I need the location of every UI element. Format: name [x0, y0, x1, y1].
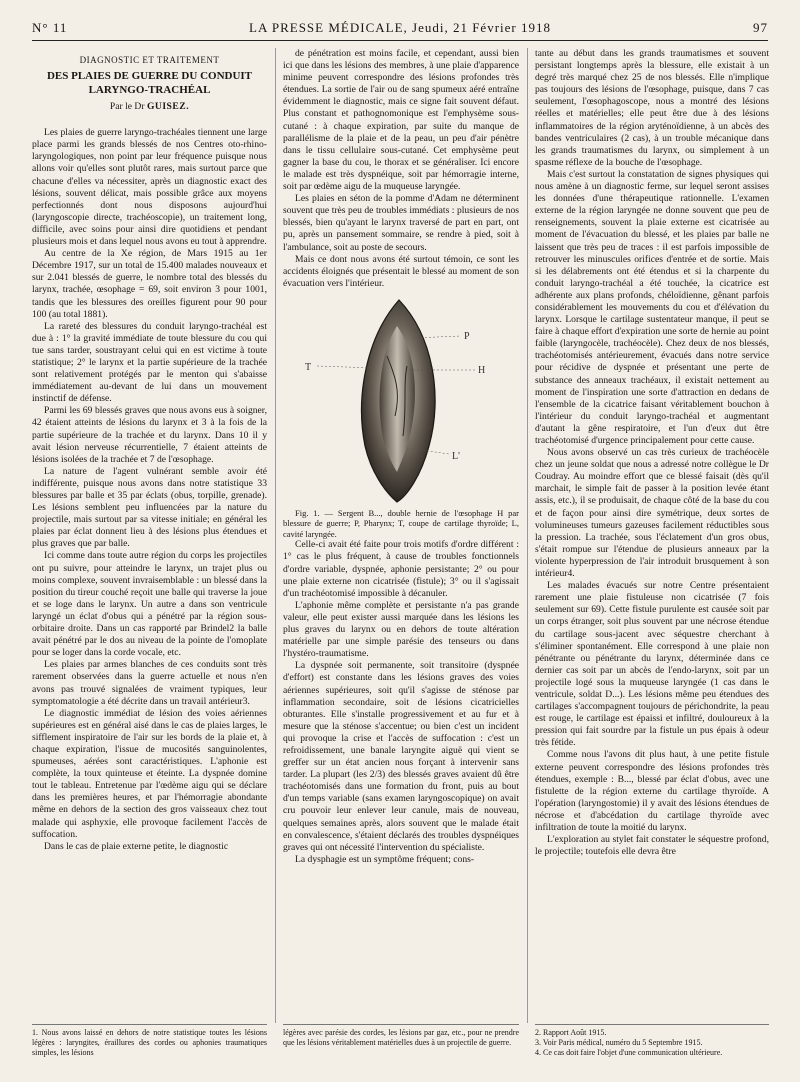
footnote-rule — [283, 1024, 519, 1025]
article-title-block — [32, 54, 267, 113]
issue-number: N° 11 — [32, 20, 68, 35]
esophagus-specimen-illustration — [283, 296, 519, 506]
paragraph: La rareté des blessures du conduit laryngo-trachéal est due à : 1° la gravité immédiate de toute blessure du cou qui tue sans tarder, soustrayant celui qui en est victime à toute statistique; 2° le larynx et la partie supérieure de la trachée sont relativement protégés par le menton qui s'abaisse immédiatement au-devant de lui dans un mouvement instinctif de défense. — [32, 320, 267, 405]
paragraph: L'aphonie même complète et persistante n'a pas grande valeur, elle peut exister aussi marquée dans les lésions les plus graves du larynx ou en dehors de toute altération matérielle par une simple parésie des tenseurs ou dans l'hystéro-traumatisme. — [283, 599, 519, 660]
footnotes-col3 — [535, 1028, 769, 1058]
footnote-1-continued: légères avec parésie des cordes, les lésions par gaz, etc., pour ne prendre que les lésions véritablement matérielles dues à un projectile de guerre. — [283, 1028, 519, 1047]
footnote-rule — [32, 1024, 267, 1025]
column-3 — [535, 48, 769, 858]
figure-1 — [283, 296, 519, 506]
label-laryngeal-cavity: L' — [452, 450, 460, 462]
paragraph: Parmi les 69 blessés graves que nous avons eus à soigner, 42 étaient atteints de lésions du larynx et 3 à la fois de la partie supérieure de la trachée et du larynx. Dans 10 il y avait lésion nerveuse récurrentielle, 7 étaient atteints de lésions isolées de la trachée et 7 de l'œsophage. — [32, 405, 267, 465]
paragraph: Mais ce dont nous avons été surtout témoin, ce sont les accidents éloignés que présentait le blessé au moment de son évacuation vers l'intérieur. — [283, 253, 519, 289]
paragraph: Les plaies en séton de la pomme d'Adam ne déterminent souvent que très peu de troubles immédiats : plusieurs de nos blessés, bien qu'ayant le larynx traversé de part en part, ont pu, après un pansement sommaire, se rendre à pied, soit à l'ambulance, soit au poste de secours. — [283, 193, 519, 253]
paragraph: Ici comme dans toute autre région du corps les projectiles ont pu suivre, pour atteindre le larynx, un trajet plus ou moins complexe, souvent invraisemblable : un blessé dans la position du tireur couché reçoit une balle qui traverse la joue et se loge dans le larynx. Un autre a dans son ventricule laryngé un éclat d'obus qui a pénétré par la région sous-orbitaire droite. Dans un cas rapporté par Brindel2 la balle avait pénétré par le dos au niveau de la pointe de l'omoplate pour se loger dans la corde vocale, etc. — [32, 550, 267, 659]
label-pharynx: P — [464, 330, 470, 342]
article-overline: DIAGNOSTIC ET TRAITEMENT — [79, 55, 220, 65]
paragraph: Comme nous l'avons dit plus haut, à une petite fistule externe peuvent correspondre des lésions profondes très étendues, exemple : B..., blessé par éclat d'obus, avec une fistulette de la région externe du cartilage thyroïde. A l'opération (laryngostomie) il y avait des lésions étendues de nécrose et d'abcédation du cartilage thyroïde avec infiltration de toute la moitié du larynx. — [535, 749, 769, 833]
footnote-1: 1. Nous avons laissé en dehors de notre statistique toutes les lésions légères : laryngites, éraillures des cordes ou aphonies traumatiques simples, les lésions — [32, 1028, 267, 1057]
column-1 — [32, 48, 267, 853]
label-hernia: H — [478, 364, 486, 376]
paragraph: Le diagnostic immédiat de lésion des voies aériennes supérieures est en général aisé dans le cas de plaies larges, le sifflement inspiratoire de l'air sur les bords de la plaie et, à chaque expiration, l'issue de mucosités sanguinolentes, spumeuses, aérées sont caractéristiques. L'aphonie est complète, la toux quinteuse et éteinte. La dyspnée domine tout le tableau. Entretenue par l'œdème aigu qui se déclare dans les premières heures, et par l'hémorragie abondante même en dehors de la section des gros vaisseaux chez tout malade qui asphyxie, elle provoque facilement l'accès de suffocation. — [32, 707, 267, 840]
paragraph: Mais c'est surtout la constatation de signes physiques qui nous amène à un diagnostic ferme, sur lequel seront assises les données d'une thérapeutique rationnelle. L'examen externe de la région laryngée ne donne souvent que peu de renseignements, souvent la plaie externe est cicatrisée au moment de l'évacuation du blessé, et les plaies par balle ne laissent que très peu de traces : il est parfois impossible de retrouver les minuscules orifices d'entrée et de sortie. Mais si les délabrements ont été étendus et si la charpente du conduit laryngo-trachéal a été touchée, la cicatrice est adhérente aux plans profonds, chéloïdienne, gênant parfois considérablement les mouvements du cou et d'élévation du larynx. Lorsque le cartilage sustentateur manque, il peut se faire à chaque effort d'expiration une sorte de hernie au point faible (laryngocèle, trachéocèle). Chez deux de nos blessés, trachéotomisés antérieurement, évacués dans notre service pour récidive de dyspnée et présentant une perte de substance des anneaux trachéaux, il existait nettement au moment de l'inspiration une sorte d'attraction en dedans de l'ensemble de la cicatrice faisant véritablement bouchon à l'intérieur du conduit laryngo-trachéal et augmentant d'autant la gêne respiratoire, et l'un d'eux dut être trachéotomisé d'urgence principalement pour cette cause. — [535, 168, 769, 446]
label-thyroid-cartilage: T — [305, 361, 312, 373]
column-2 — [283, 48, 519, 866]
header-rule — [32, 40, 768, 41]
footnote-3: 3. Voir Paris médical, numéro du 5 Septembre 1915. — [535, 1038, 703, 1047]
paragraph: Les plaies par armes blanches de ces conduits sont très rarement observées dans la guerre actuelle et nous n'en avons pas trouvé signalées de vraiment typiques, leur symptomatologie a été décrite dans un travail antérieur3. — [32, 659, 267, 707]
paragraph: Les malades évacués sur notre Centre présentaient rarement une plaie fistuleuse non cicatrisée (7 fois seulement sur 69). Cette fistule purulente est causée soit par un corps étranger, soit plus souvent par une nécrose étendue du cartilage sous-jacent avec séquestre cherchant à s'éliminer spontanément. Elle correspond à une plaie non pénétrante ou pénétrante du larynx, déterminée dans ce dernier cas soit par un abcès de l'endo-larynx, soit par un projectile logé sous la muqueuse laryngée (1 cas dans le ventricule, soldat D...). Les lésions même peu étendues des cartilages s'accompagnent toujours de périchondrite, la peau est rouge, le cartilage est épaissi et infiltré, douloureux à la pression qui fait sourdre par la fistule un pus épais à odeur très fétide. — [535, 580, 769, 749]
paragraph: L'exploration au stylet fait constater le séquestre profond, le projectile; toutefois elle devra être — [535, 834, 769, 858]
paragraph: La nature de l'agent vulnérant semble avoir été indifférente, puisque nous avons dans notre statistique 33 blessures par balle et 35 par éclats (obus, torpille, grenade). Les lésions semblent peu influencées par la nature du projectile, mais surtout par sa vitesse initiale; en général les plaies par éclat donnent lieu à des lésions plus étendues et plus graves que par balle. — [32, 465, 267, 550]
page-number: 97 — [753, 20, 768, 35]
paragraph: Dans le cas de plaie externe petite, le diagnostic — [44, 840, 229, 852]
column-divider — [527, 48, 528, 1023]
footnote-rule — [535, 1024, 769, 1025]
paragraph: Celle-ci avait été faite pour trois motifs d'ordre différent : 1° cas le plus fréquent, à cause de troubles fonctionnels d'ordre variable, dyspnée, aphonie persistante; 2° ou pour une plaie externe non cicatrisée (fistule); 3° ou il s'agissait d'un trachéotomisé impossible à décanuler. — [283, 539, 519, 599]
article-author: Par le Dr GUISEZ. — [109, 101, 190, 113]
paragraph: Au centre de la Xe région, de Mars 1915 au 1er Décembre 1917, sur un total de 15.400 malades nouveaux et sur 2.041 blessés de guerre, le nombre total des blessés du larynx, trachée, œsophage = 69, soit environ 3 pour 1001, tandis que les blessures des oreilles figurent pour 90 pour 100 (au total 1881). — [32, 248, 267, 320]
paragraph: Les plaies de guerre laryngo-trachéales tiennent une large place parmi les grands blessés de nos Centres oto-rhino-laryngologiques, non point par leur fréquence puisque nous allons voir qu'elles sont plutôt rares, mais surtout parce que chacune d'elles va nécessiter, après un diagnostic exact des lésions, souvent délicat, mais possible grâce aux moyens perfectionnés dont nous disposons aujourd'hui (laryngoscopie directe, trachéoscopie), un traitement long, difficile, avec soins pour ainsi dire quotidiens et pendant plusieurs mois et dans lequel nous avons eu tout à apprendre. — [32, 127, 267, 248]
paragraph: La dyspnée soit permanente, soit transitoire (dyspnée d'effort) est constante dans les lésions graves des voies aériennes supérieures, soit qu'il s'agisse de sténose par inflammation secondaire, soit de lésions cicatricielles obturantes. Elle s'installe progressivement et au fur et à mesure que la sténose s'accentue; ou bien c'est un incident qui provoque la crise et l'accès de suffocation : c'est un refroidissement, une banale laryngite aiguë qui vient se greffer sur un état ancien nous forçant à intervenir sans tarder. La plupart (les 2/3) des blessés graves avaient dû être trachéotomisés dans une formation du front, puis au bout d'un temps variable (sans examen laryngoscopique) on avait cru pouvoir leur enlever leur canule, mais de nouveau, quelques semaines après, alors souvent que le malade était en convalescence, s'étaient déclarés des troubles dyspnéiques graves qui ont nécessité l'intervention du spécialiste. — [283, 660, 519, 853]
author-name: GUISEZ. — [146, 101, 190, 113]
paragraph: de pénétration est moins facile, et cependant, aussi bien ici que dans les lésions des membres, à une plaie d'apparence minime peuvent correspondre des lésions profondes très étendues. La sortie de l'air ou de sang spumeux aéré entraîne évidemment le diagnostic, mais ce signe fait souvent défaut. Plus constant et pathognomonique est l'emphysème sous-cutané : à chaque expiration, par suite du manque de parallélisme de la plaie et de la peau, un peu d'air pénètre dans le tissu cellulaire sous-cutané. Cet emphysème peut gagner la base du cou, le thorax et se généraliser. Ici encore le malade est très dyspnéique, soit par hémorragie interne, soit par œdème aigu de la muqueuse laryngée. — [283, 48, 519, 193]
footnote-2: 2. Rapport Août 1915. — [535, 1028, 607, 1037]
figure-caption: Fig. 1. — Sergent B..., double hernie de l'œsophage H par blessure de guerre; P, Pharynx; T, coupe de cartilage thyroïde; L, cavité laryngée. — [283, 507, 519, 539]
article-title: DES PLAIES DE GUERRE DU CONDUIT LARYNGO-TRACHÉAL — [46, 70, 253, 97]
column-divider — [275, 48, 276, 1023]
paragraph: tante au début dans les grands traumatismes et souvent persistant longtemps après la blessure, elle existait à un degré très marqué chez 25 de nos blessés. Elle n'implique pas toujours des lésions de l'œsophage, puisque, dans 7 cas seulement, l'œsophagoscope, nous a montré des lésions réelles et matérielles; elle peut être due à des lésions inflammatoires de la région aryténoïdienne, à un abcès des bandes ventriculaires (2 cas), à un trouble mécanique dans les grands traumatismes du larynx, ou simplement à un spasme réflexe de la bouche de l'œsophage. — [535, 48, 769, 168]
paragraph: Nous avons observé un cas très curieux de trachéocèle chez un jeune soldat que nous a adressé notre collègue le Dr Coudray. Au moindre effort que ce blessé faisait (dès qu'il marchait, le simple fait de passer à la position levée étant assis, etc.), il se produisait, de chaque côté de la base du cou et de façon pour ainsi dire symétrique, deux sortes de volumineuses tumeurs gazeuses facilement réductibles sous la pression. La trachée, sous l'éclatement d'un gros obus, s'était rompue sur l'étendue de plusieurs anneaux par la violente hyperpression de l'air introduit brusquement à son intérieur4. — [535, 447, 769, 580]
journal-title: LA PRESSE MÉDICALE, Jeudi, 21 Février 1918 — [249, 20, 551, 35]
footnote-4: 4. Ce cas doit faire l'objet d'une communication ultérieure. — [535, 1048, 723, 1057]
page-header — [32, 20, 768, 38]
paragraph: La dysphagie est un symptôme fréquent; cons- — [295, 853, 475, 865]
